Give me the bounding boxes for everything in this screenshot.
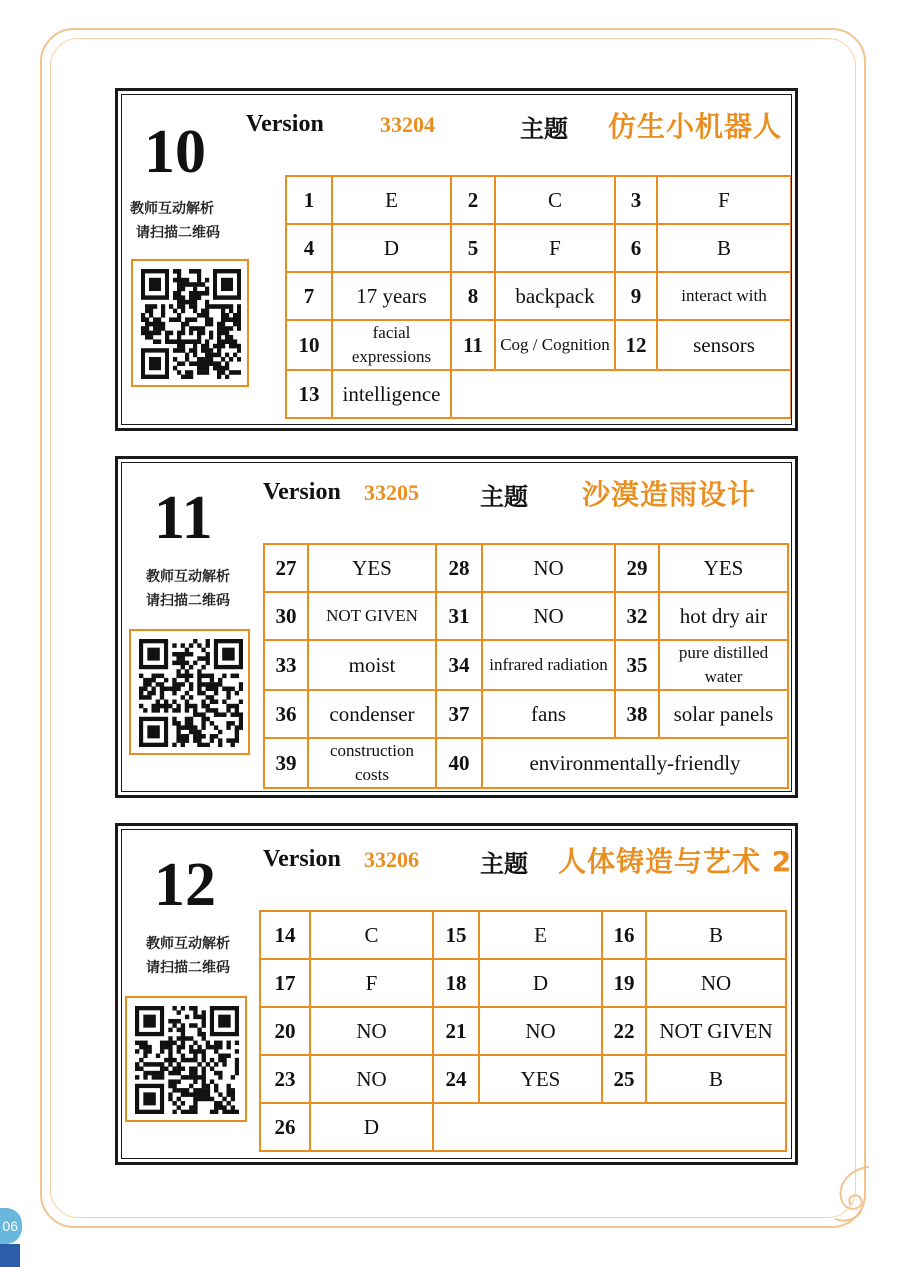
answer-table — [263, 543, 789, 789]
answer-cell: YES — [479, 1055, 602, 1103]
answer-cell: E — [479, 911, 602, 959]
answer-cell: D — [310, 1103, 433, 1151]
empty-cell — [451, 370, 791, 418]
table-row — [264, 738, 788, 788]
qr-code-icon — [135, 1006, 239, 1114]
answer-cell: NO — [310, 1007, 433, 1055]
answer-cell: fans — [482, 690, 615, 738]
card-title: 人体铸造与艺术 2 — [558, 845, 793, 878]
question-number: 29 — [615, 544, 659, 592]
question-number: 15 — [433, 911, 479, 959]
answer-table — [259, 910, 787, 1152]
table-row — [286, 224, 791, 272]
question-number: 18 — [433, 959, 479, 1007]
question-number: 21 — [433, 1007, 479, 1055]
answer-cell: B — [657, 224, 791, 272]
teacher-tip-line2: 请扫描二维码 — [136, 225, 220, 241]
answer-cell: environmentally-friendly — [482, 738, 788, 788]
answer-cell: C — [310, 911, 433, 959]
card-number: 11 — [154, 484, 213, 552]
table-row — [260, 1103, 786, 1151]
answer-cell: NO — [479, 1007, 602, 1055]
answer-cell: NO — [310, 1055, 433, 1103]
answer-cell: construction costs — [308, 738, 436, 788]
answer-card-10 — [115, 88, 798, 431]
question-number: 9 — [615, 272, 657, 320]
version-code: 33206 — [364, 847, 419, 872]
answer-table — [285, 175, 792, 419]
qr-code[interactable] — [125, 996, 247, 1122]
answer-cell: moist — [308, 640, 436, 690]
table-row — [260, 1055, 786, 1103]
answer-cell: E — [332, 176, 451, 224]
question-number: 8 — [451, 272, 495, 320]
page-tab-decoration — [0, 1244, 20, 1267]
teacher-tip-line2: 请扫描二维码 — [146, 960, 230, 976]
question-number: 35 — [615, 640, 659, 690]
table-row — [264, 640, 788, 690]
question-number: 34 — [436, 640, 482, 690]
answer-cell: solar panels — [659, 690, 788, 738]
card-number: 10 — [144, 118, 206, 186]
question-number: 22 — [602, 1007, 646, 1055]
teacher-tip-line1: 教师互动解析 — [146, 936, 230, 952]
answer-cell: D — [332, 224, 451, 272]
answer-cell: intelligence — [332, 370, 451, 418]
answer-cell: C — [495, 176, 615, 224]
answer-cell: pure distilled water — [659, 640, 788, 690]
teacher-tip-line1: 教师互动解析 — [130, 201, 214, 217]
version-code: 33204 — [380, 112, 435, 137]
decorative-curl — [817, 1159, 877, 1229]
question-number: 16 — [602, 911, 646, 959]
question-number: 10 — [286, 320, 332, 370]
answer-cell: NO — [482, 592, 615, 640]
empty-cell — [433, 1103, 786, 1151]
table-row — [286, 320, 791, 370]
answer-cell: D — [479, 959, 602, 1007]
qr-code-icon — [141, 269, 241, 379]
question-number: 4 — [286, 224, 332, 272]
version-label: Version — [246, 111, 324, 137]
answer-cell: NO — [646, 959, 786, 1007]
question-number: 30 — [264, 592, 308, 640]
topic-label: 主题 — [520, 115, 568, 143]
answer-cell: interact with — [657, 272, 791, 320]
question-number: 23 — [260, 1055, 310, 1103]
answer-cell: NO — [482, 544, 615, 592]
card-title: 沙漠造雨设计 — [582, 478, 757, 511]
answer-cell: infrared radiation — [482, 640, 615, 690]
question-number: 11 — [451, 320, 495, 370]
question-number: 25 — [602, 1055, 646, 1103]
question-number: 3 — [615, 176, 657, 224]
answer-card-12 — [115, 823, 798, 1165]
answer-cell: F — [657, 176, 791, 224]
question-number: 27 — [264, 544, 308, 592]
question-number: 24 — [433, 1055, 479, 1103]
table-row — [260, 1007, 786, 1055]
table-row — [286, 176, 791, 224]
version-label: Version — [263, 846, 341, 872]
question-number: 28 — [436, 544, 482, 592]
answer-cell: B — [646, 1055, 786, 1103]
question-number: 36 — [264, 690, 308, 738]
question-number: 31 — [436, 592, 482, 640]
answer-cell: YES — [308, 544, 436, 592]
answer-cell: YES — [659, 544, 788, 592]
answer-cell: B — [646, 911, 786, 959]
answer-cell: 17 years — [332, 272, 451, 320]
version-code: 33205 — [364, 480, 419, 505]
question-number: 2 — [451, 176, 495, 224]
question-number: 14 — [260, 911, 310, 959]
teacher-tip-line1: 教师互动解析 — [146, 569, 230, 585]
question-number: 32 — [615, 592, 659, 640]
question-number: 17 — [260, 959, 310, 1007]
answer-cell: NOT GIVEN — [646, 1007, 786, 1055]
answer-cell: F — [495, 224, 615, 272]
question-number: 5 — [451, 224, 495, 272]
table-row — [286, 370, 791, 418]
table-row — [286, 272, 791, 320]
answer-cell: sensors — [657, 320, 791, 370]
question-number: 19 — [602, 959, 646, 1007]
question-number: 37 — [436, 690, 482, 738]
question-number: 38 — [615, 690, 659, 738]
table-row — [264, 592, 788, 640]
answer-cell: backpack — [495, 272, 615, 320]
question-number: 40 — [436, 738, 482, 788]
answer-cell: condenser — [308, 690, 436, 738]
table-row — [264, 544, 788, 592]
question-number: 13 — [286, 370, 332, 418]
question-number: 6 — [615, 224, 657, 272]
question-number: 7 — [286, 272, 332, 320]
answer-cell: NOT GIVEN — [308, 592, 436, 640]
page-number: 06 — [0, 1208, 22, 1244]
card-number: 12 — [154, 851, 216, 919]
table-row — [260, 911, 786, 959]
question-number: 20 — [260, 1007, 310, 1055]
question-number: 26 — [260, 1103, 310, 1151]
version-label: Version — [263, 479, 341, 505]
answer-cell: F — [310, 959, 433, 1007]
card-title: 仿生小机器人 — [608, 110, 783, 143]
question-number: 12 — [615, 320, 657, 370]
table-row — [260, 959, 786, 1007]
topic-label: 主题 — [480, 850, 528, 878]
answer-card-11 — [115, 456, 798, 798]
question-number: 39 — [264, 738, 308, 788]
topic-label: 主题 — [480, 483, 528, 511]
teacher-tip-line2: 请扫描二维码 — [146, 593, 230, 609]
question-number: 33 — [264, 640, 308, 690]
qr-code[interactable] — [131, 259, 249, 387]
qr-code-icon — [139, 639, 243, 747]
answer-cell: facial expressions — [332, 320, 451, 370]
answer-cell: Cog / Cognition — [495, 320, 615, 370]
qr-code[interactable] — [129, 629, 250, 755]
table-row — [264, 690, 788, 738]
answer-cell: hot dry air — [659, 592, 788, 640]
question-number: 1 — [286, 176, 332, 224]
